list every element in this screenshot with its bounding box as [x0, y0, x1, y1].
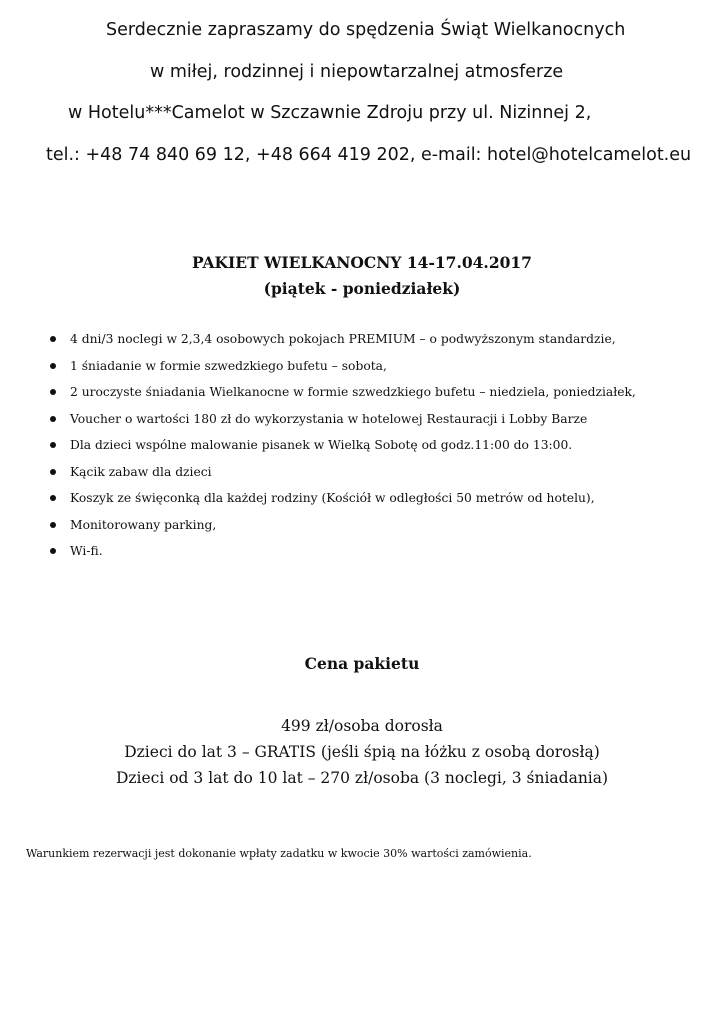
bullet-icon: [50, 522, 56, 528]
list-item-text: Voucher o wartości 180 zł do wykorzystania w hotelowej Restauracji i Lobby Barze: [70, 411, 588, 426]
list-item: [48, 385, 636, 412]
invitation-line-2: w miłej, rodzinnej i niepowtarzalnej atmosferze: [150, 62, 564, 82]
list-item: [48, 412, 636, 439]
list-item-text: 1 śniadanie w formie szwedzkiego bufetu – sobota,: [70, 358, 387, 373]
list-item-text: Wi-fi.: [70, 544, 103, 558]
package-title-block: [0, 250, 724, 302]
bullet-icon: [50, 363, 56, 369]
price-heading: Cena pakietu: [304, 654, 420, 673]
list-item-text: Monitorowany parking,: [70, 517, 217, 532]
hotel-address-line: w Hotelu***Camelot w Szczawnie Zdroju przy ul. Nizinnej 2,: [68, 103, 592, 123]
list-item-text: Koszyk ze święconką dla każdej rodziny (Kościół w odległości 50 metrów od hotelu),: [70, 491, 595, 505]
list-item-text: 2 uroczyste śniadania Wielkanocne w formie szwedzkiego bufetu – niedziela, poniedziałek,: [70, 385, 636, 399]
invitation-line-1: Serdecznie zapraszamy do spędzenia Świąt Wielkanocnych: [106, 20, 626, 40]
bullet-icon: [50, 336, 56, 342]
bullet-icon: [50, 469, 56, 475]
list-item: [48, 544, 636, 571]
package-title: PAKIET WIELKANOCNY 14-17.04.2017: [192, 253, 532, 272]
contact-line: tel.: +48 74 840 69 12, +48 664 419 202, e-mail: hotel@hotelcamelot.eu: [46, 145, 692, 165]
list-item: [48, 438, 636, 465]
list-item-text: Kącik zabaw dla dzieci: [70, 464, 212, 479]
list-item: [48, 332, 636, 359]
bullet-icon: [50, 416, 56, 422]
bullet-icon: [50, 495, 56, 501]
bullet-icon: [50, 442, 56, 448]
list-item: [48, 465, 636, 492]
list-item-text: Dla dzieci wspólne malowanie pisanek w Wielką Sobotę od godz.11:00 do 13:00.: [70, 438, 573, 452]
bullet-icon: [50, 389, 56, 395]
bullet-icon: [50, 548, 56, 554]
price-details: [0, 713, 724, 791]
package-features-list: [48, 332, 636, 571]
list-item: [48, 359, 636, 386]
list-item: [48, 491, 636, 518]
reservation-conditions: Warunkiem rezerwacji jest dokonanie wpłaty zadatku w kwocie 30% wartości zamówienia.: [26, 847, 532, 860]
price-child-under-3: Dzieci do lat 3 – GRATIS (jeśli śpią na łóżku z osobą dorosłą): [124, 743, 600, 761]
package-subtitle: (piątek - poniedziałek): [263, 279, 461, 298]
price-adult: 499 zł/osoba dorosła: [281, 717, 443, 735]
price-child-3-to-10: Dzieci od 3 lat do 10 lat – 270 zł/osoba (3 noclegi, 3 śniadania): [115, 769, 609, 787]
list-item: [48, 518, 636, 545]
list-item-text: 4 dni/3 noclegi w 2,3,4 osobowych pokojach PREMIUM – o podwyższonym standardzie,: [70, 332, 616, 346]
